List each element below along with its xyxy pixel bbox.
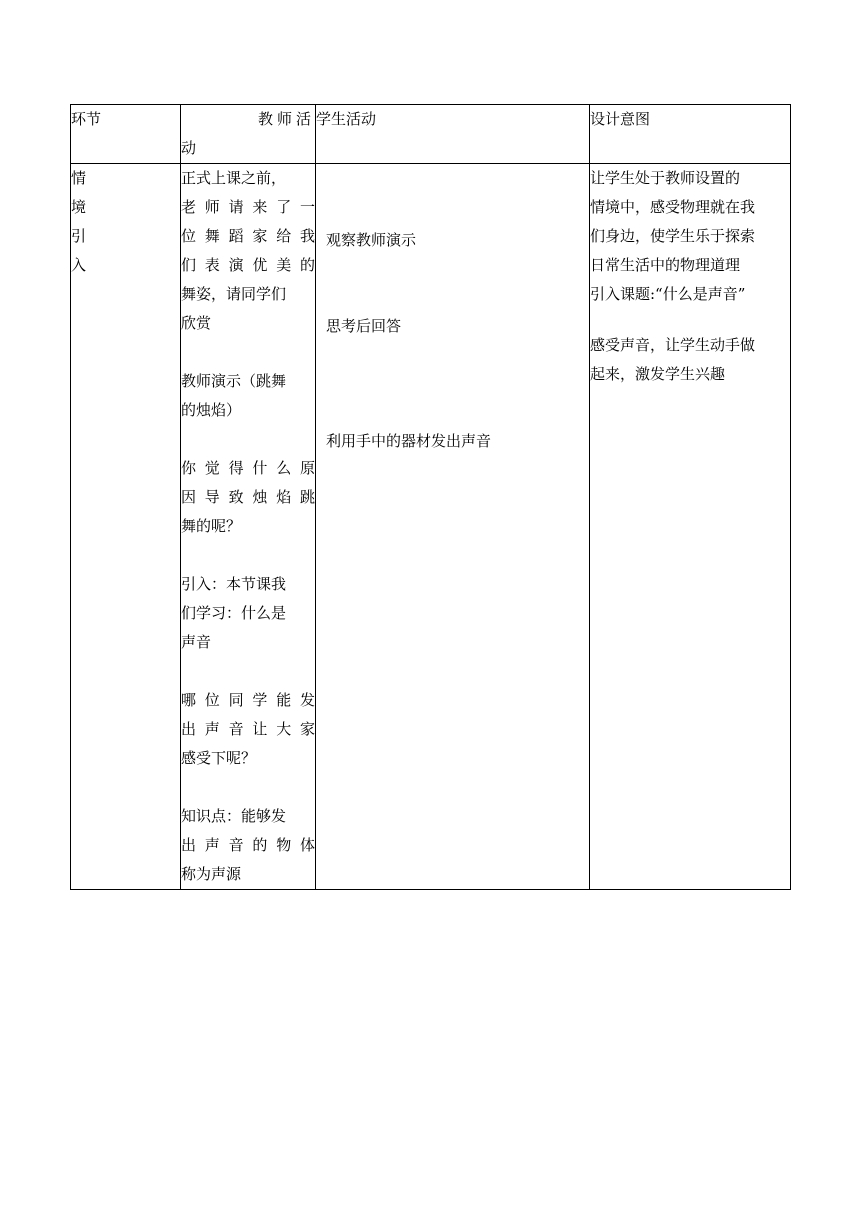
teacher-para-1: 正式上课之前， 老师请来了一 位舞蹈家给我 们表演优美的 舞姿，请同学们 欣赏 [181, 169, 315, 332]
student-activity-cell [316, 164, 590, 890]
stage-cell: 情 境 引 入 [71, 164, 181, 890]
header-row [71, 105, 791, 164]
teacher-para-3: 你觉得什么原 因导致烛焰跳 舞的呢？ [181, 459, 315, 535]
student-item: 利用手中的器材发出声音 [326, 432, 492, 450]
header-student: 学生活动 [316, 105, 590, 164]
content-row [71, 164, 791, 890]
header-teacher: 教师活 动 [181, 105, 316, 164]
design-intent-cell [590, 164, 791, 890]
teacher-para-2: 教师演示（跳舞 的烛焰） [181, 372, 287, 419]
header-stage: 环节 [71, 105, 181, 164]
student-item: 观察教师演示 [326, 231, 417, 249]
design-para-1: 让学生处于教师设置的 情境中，感受物理就在我 们身边，使学生乐于探索 日常生活中的物理道理 引入课题:“什么是声音” [590, 169, 756, 303]
teacher-para-6: 知识点：能够发 出声音的物体 称为声源 [181, 807, 315, 883]
teacher-para-5: 哪位同学能发 出声音让大家 感受下呢？ [181, 691, 315, 767]
student-item: 思考后回答 [326, 317, 402, 335]
teacher-activity-cell [181, 164, 316, 890]
teacher-para-4: 引入：本节课我 们学习：什么是 声音 [181, 575, 287, 651]
design-para-2: 感受声音，让学生动手做 起来，激发学生兴趣 [590, 336, 756, 383]
lesson-plan-table [70, 104, 791, 890]
header-design: 设计意图 [590, 105, 791, 164]
